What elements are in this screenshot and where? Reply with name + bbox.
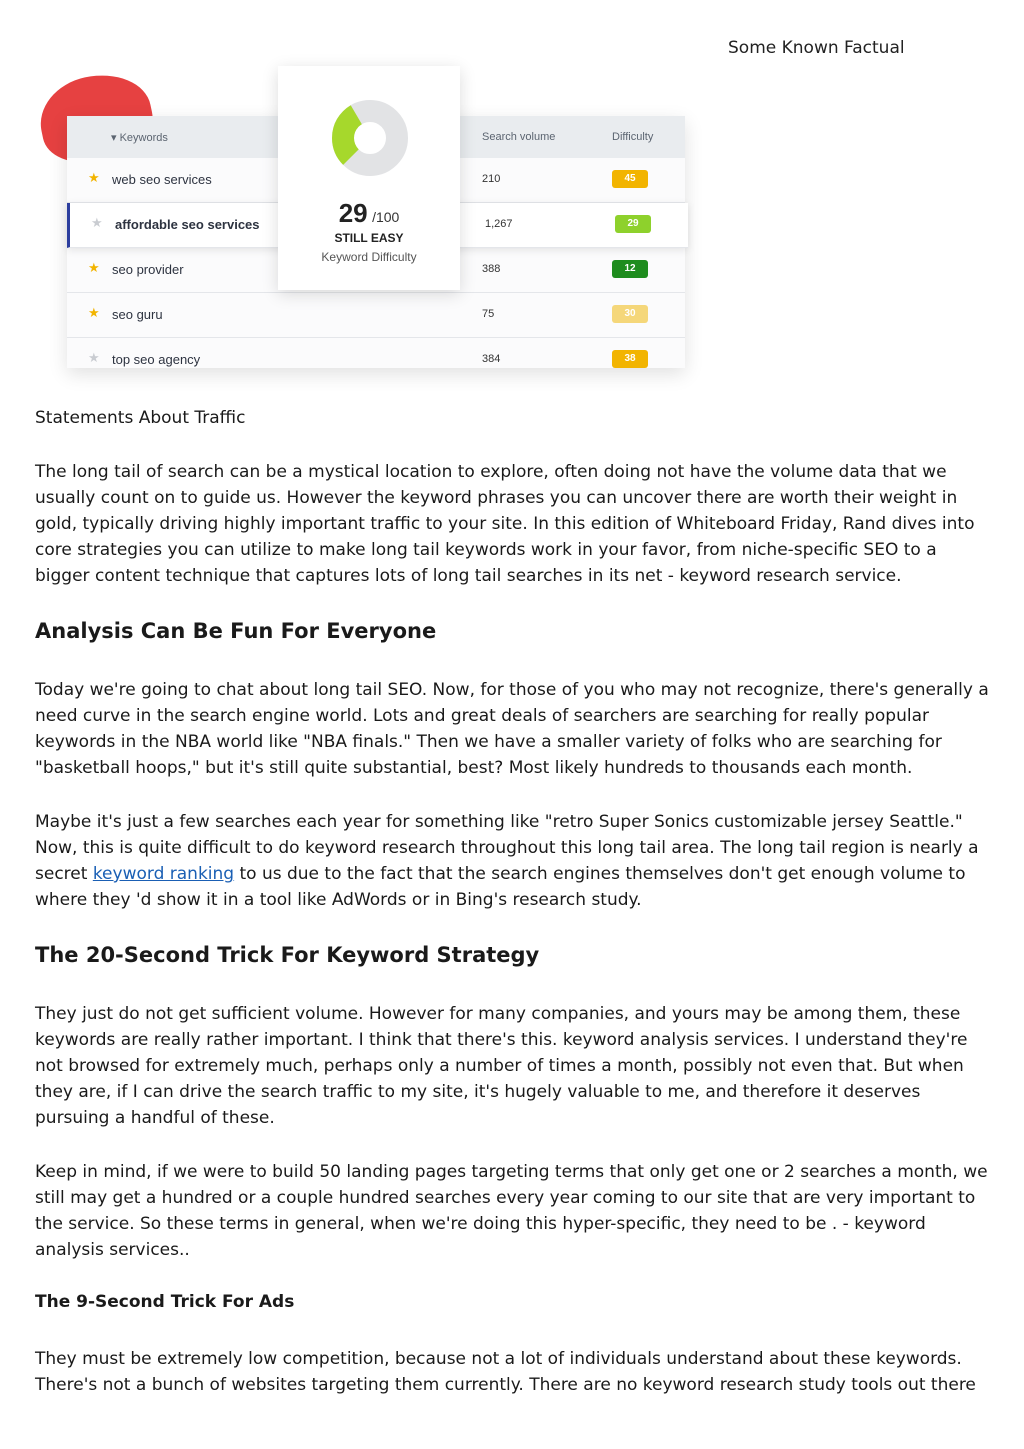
score-value: 29 [338,198,368,228]
volume-cell: 75 [482,308,495,320]
difficulty-badge: 29 [615,215,651,233]
keyword-cell: seo provider [112,262,184,277]
column-header-difficulty[interactable]: Difficulty [612,131,654,143]
difficulty-badge: 30 [612,305,648,323]
difficulty-badge: 12 [612,260,648,278]
heading-analysis: Analysis Can Be Fun For Everyone [35,619,437,643]
star-icon[interactable]: ★ [88,170,100,185]
score-caption: Keyword Difficulty [321,250,417,264]
paragraph-1: The long tail of search can be a mystical location to explore, often doing not have the volume data that we usually count on to guide us. However the keyword phrases you can uncover there are worth their weight in gold, typically driving highly important traffic to your site. In this edition of Whiteboard Friday, Rand dives into core strategies you can utilize to make long tail keywords work in your favor, from niche-specific SEO to a bigger content technique that captures lots of long tail searches in its net - keyword research service. [35,462,975,586]
paragraph-6: They must be extremely low competition, because not a lot of individuals understand about these keywords. There's not a bunch of websites targeting them currently. There are no keyword research study tools out there [35,1349,976,1395]
volume-cell: 388 [482,263,501,275]
keyword-cell: seo guru [112,307,163,322]
score-status: STILL EASY [334,231,404,245]
star-icon[interactable]: ★ [88,260,100,275]
score-max: /100 [372,209,400,225]
paragraph-4: They just do not get sufficient volume. However for many companies, and yours may be among them, these keywords are really rather important. I think that there's this. keyword analysis services. I understand they're not browsed for extremely much, perhaps only a number of times a month, possibly not even that. But when they are, if I can drive the search traffic to my site, it's hugely valuable to me, and therefore it deserves pursuing a handful of these. [35,1004,968,1128]
keyword-ranking-link[interactable]: keyword ranking [92,864,235,884]
header-text: Some Known Factual [728,38,905,58]
star-icon[interactable]: ★ [88,350,100,365]
paragraph-5: Keep in mind, if we were to build 50 landing pages targeting terms that only get one or 2 searches a month, we still may get a hundred or a couple hundred searches every year coming to our site that are very important to the service. So these terms in general, when we're doing this hyper-specific, they need to be . - keyword analysis services.. [35,1162,988,1260]
heading-strategy: The 20-Second Trick For Keyword Strategy [35,943,540,967]
column-header-volume[interactable]: Search volume [482,131,556,143]
volume-cell: 384 [482,353,501,365]
score-display [278,198,460,229]
difficulty-score-card [278,66,460,290]
difficulty-donut-gauge [332,100,408,176]
keyword-cell: web seo services [112,172,212,187]
keyword-cell: affordable seo services [115,217,260,232]
star-icon[interactable]: ★ [91,215,103,230]
keyword-cell: top seo agency [112,352,201,367]
paragraph-3: Maybe it's just a few searches each year for something like "retro Super Sonics customizable jersey Seattle." Now, this is quite difficult to do keyword research throughout this long tail area. The long tail region is nearly a secret keyword ranking to us due to the fact that the search engines themselves don't get enough volume to where they 'd show it in a tool like AdWords or in Bing's research study. [35,812,979,910]
keyword-tool-illustration [36,66,696,386]
column-header-keywords[interactable]: ▾ Keywords [111,132,168,144]
table-row[interactable] [67,293,685,338]
difficulty-badge: 38 [612,350,648,368]
heading-ads: The 9-Second Trick For Ads [35,1292,295,1312]
difficulty-badge: 45 [612,170,648,188]
paragraph-2: Today we're going to chat about long tail SEO. Now, for those of you who may not recognize, there's generally a need curve in the search engine world. Lots and great deals of searchers are searching for really popular keywords in the NBA world like "NBA finals." Then we have a smaller variety of folks who are searching for "basketball hoops," but it's still quite substantial, best? Most likely hundreds to thousands each month. [35,680,989,778]
star-icon[interactable]: ★ [88,305,100,320]
volume-cell: 210 [482,173,501,185]
section-title-traffic: Statements About Traffic [35,408,246,428]
volume-cell: 1,267 [485,218,513,230]
table-row[interactable] [67,338,685,382]
